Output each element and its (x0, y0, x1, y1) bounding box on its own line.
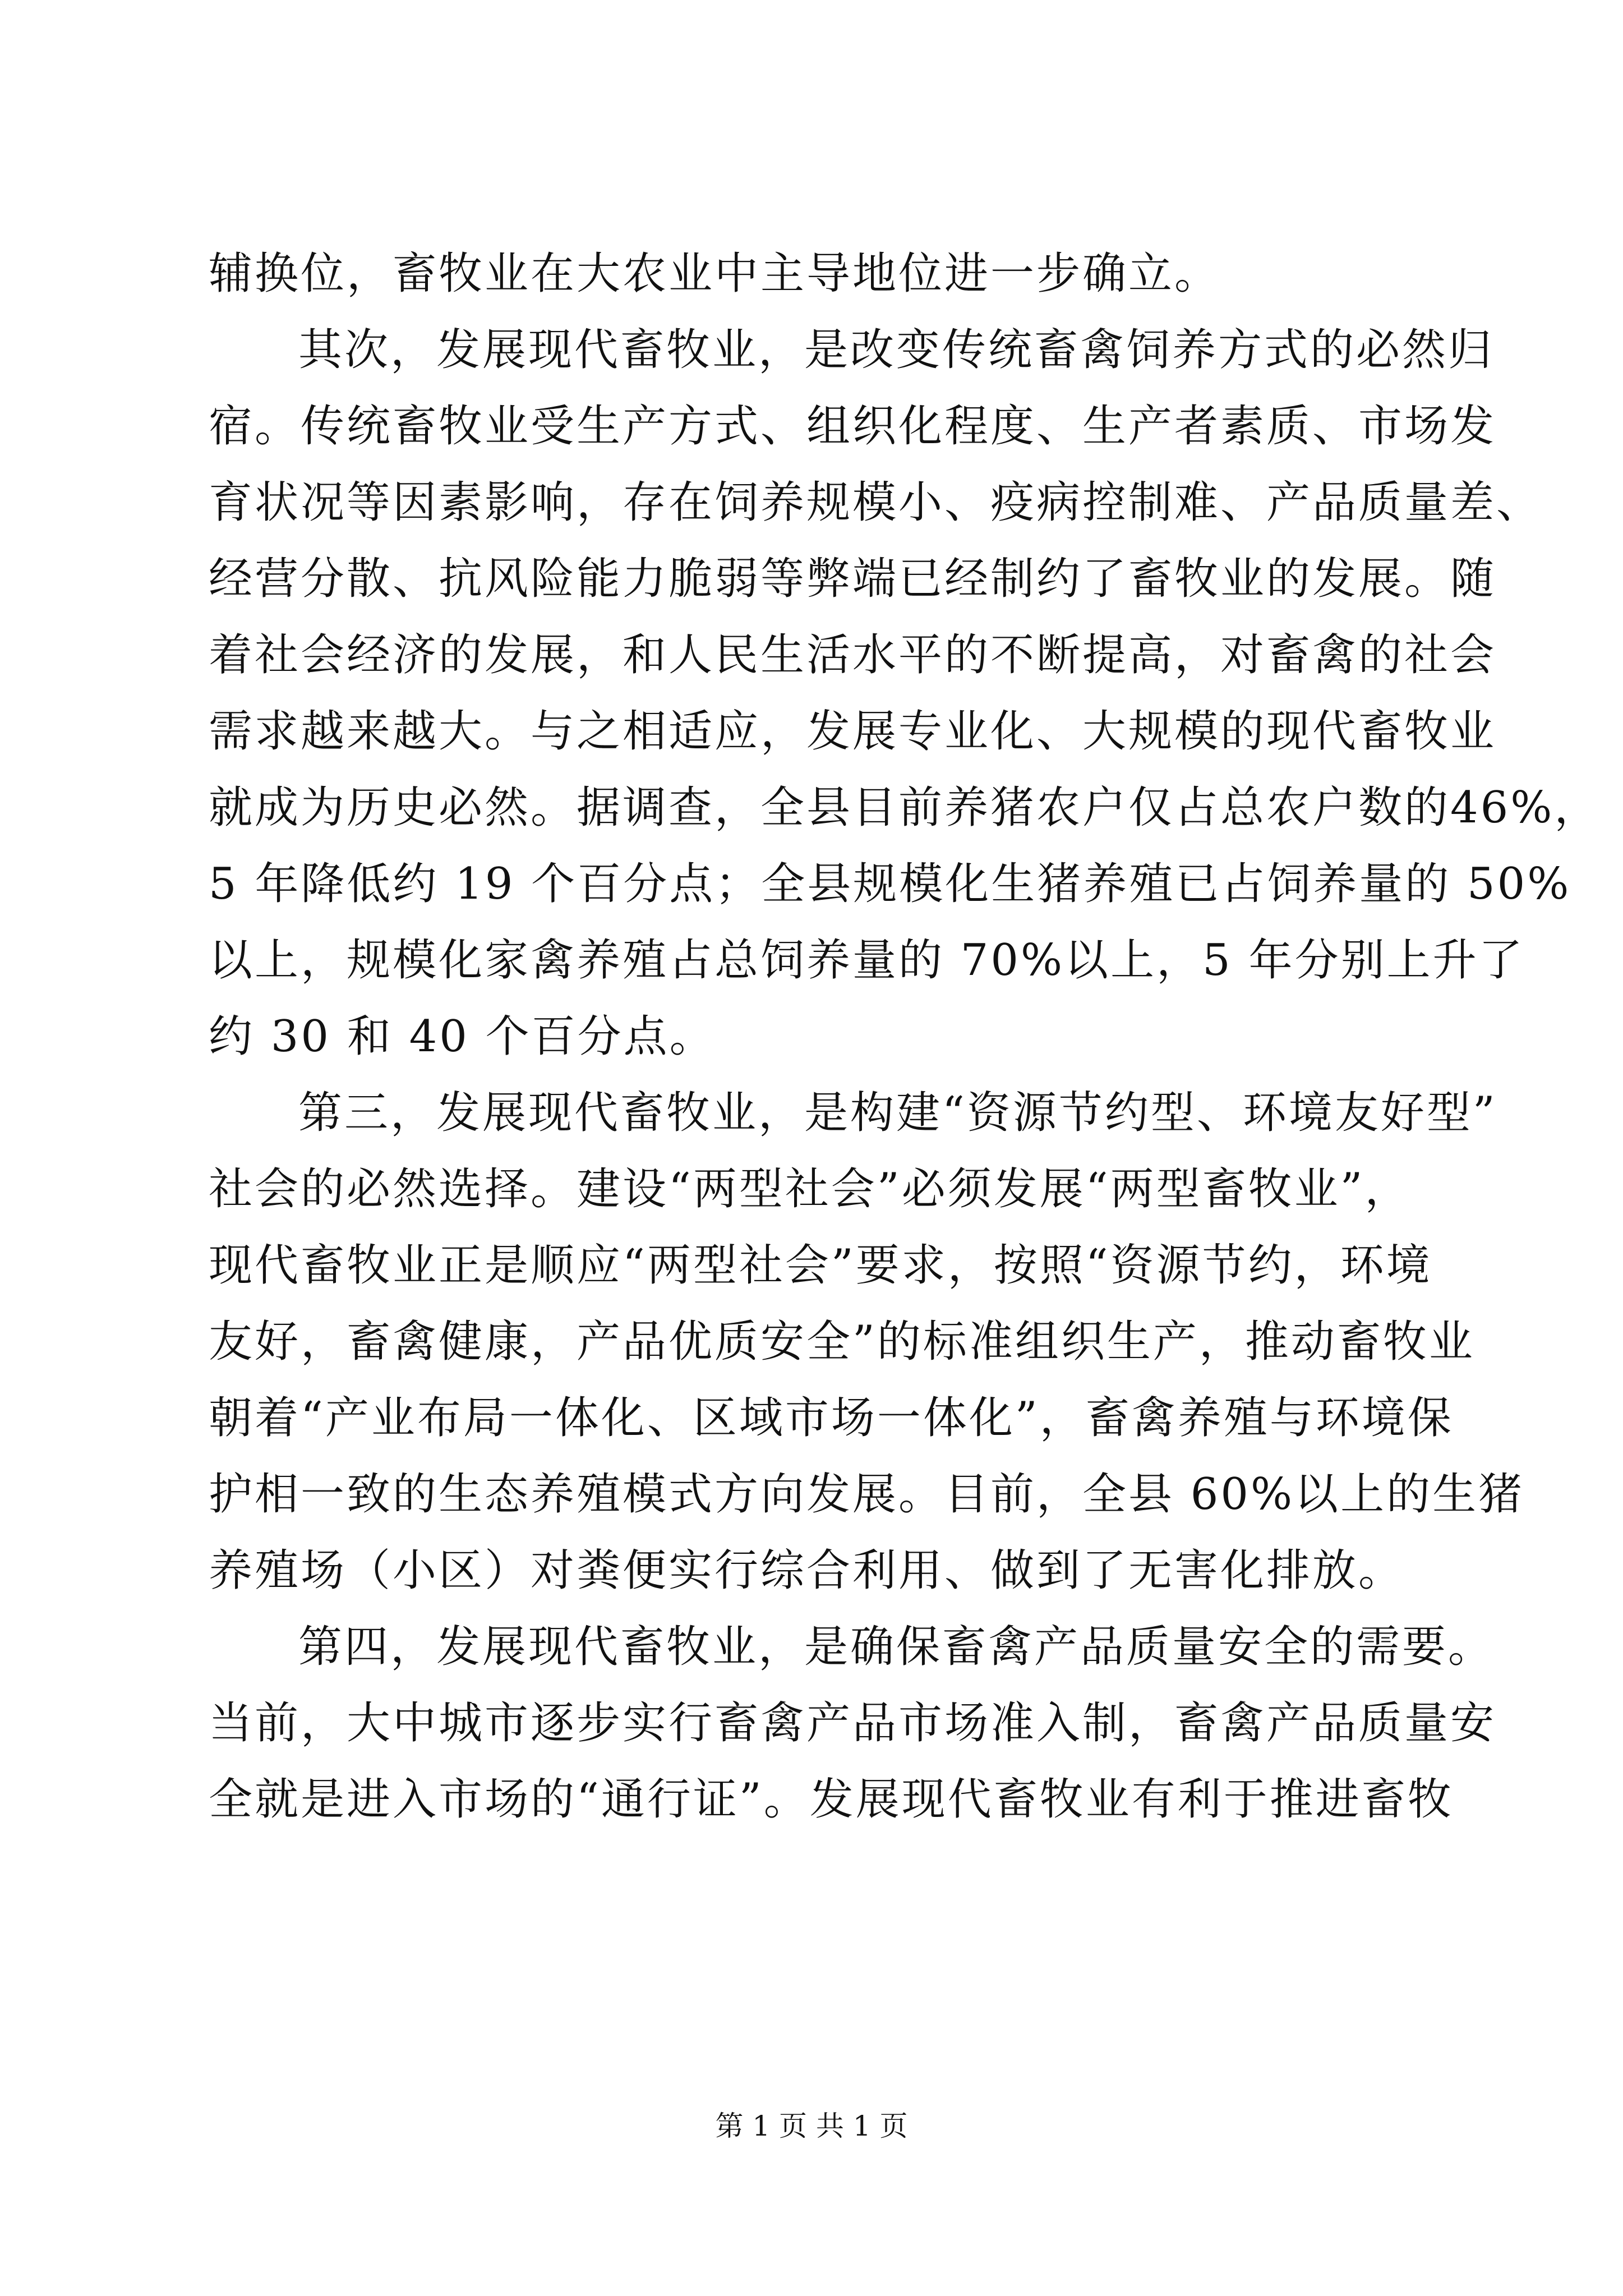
text-line: 当前，大中城市逐步实行畜禽产品市场准入制，畜禽产品质量安 (209, 1698, 1497, 1749)
text-line: 辅换位，畜牧业在大农业中主导地位进一步确立。 (209, 249, 1221, 299)
text-line: 就成为历史必然。据调查，全县目前养猪农户仅占总农户数的46%， (209, 783, 1601, 833)
text-line: 现代畜牧业正是顺应“两型社会”要求，按照“资源节约，环境 (209, 1240, 1432, 1291)
text-line: 第三，发展现代畜牧业，是构建“资源节约型、环境友好型” (298, 1088, 1497, 1138)
text-line: 经营分散、抗风险能力脆弱等弊端已经制约了畜牧业的发展。随 (209, 554, 1497, 604)
text-line: 第四，发展现代畜牧业，是确保畜禽产品质量安全的需要。 (298, 1622, 1495, 1672)
text-line: 需求越来越大。与之相适应，发展专业化、大规模的现代畜牧业 (209, 706, 1497, 757)
text-line: 友好，畜禽健康，产品优质安全”的标准组织生产，推动畜牧业 (209, 1317, 1475, 1367)
text-line: 其次，发展现代畜牧业，是改变传统畜禽饲养方式的必然归 (298, 325, 1495, 375)
text-line: 护相一致的生态养殖模式方向发展。目前，全县 60%以上的生猪 (209, 1469, 1525, 1520)
text-line: 养殖场（小区）对粪便实行综合利用、做到了无害化排放。 (209, 1545, 1405, 1596)
text-line: 着社会经济的发展，和人民生活水平的不断提高，对畜禽的社会 (209, 630, 1497, 680)
text-line: 全就是进入市场的“通行证”。发展现代畜牧业有利于推进畜牧 (209, 1774, 1454, 1825)
text-line: 以上，规模化家禽养殖占总饲养量的 70%以上，5 年分别上升了 (209, 935, 1525, 986)
text-line: 5 年降低约 19 个百分点；全县规模化生猪养殖已占饲养量的 50% (209, 859, 1571, 909)
text-line: 社会的必然选择。建设“两型社会”必须发展“两型畜牧业”， (209, 1164, 1411, 1214)
page-footer: 第 1 页 共 1 页 (715, 2110, 908, 2142)
text-line: 育状况等因素影响，存在饲养规模小、疫病控制难、产品质量差、 (209, 477, 1543, 528)
document-body (209, 236, 1601, 1838)
text-line: 约 30 和 40 个百分点。 (209, 1011, 716, 1062)
text-line: 朝着“产业布局一体化、区域市场一体化”，畜禽养殖与环境保 (209, 1393, 1454, 1443)
text-line: 宿。传统畜牧业受生产方式、组织化程度、生产者素质、市场发 (209, 401, 1497, 452)
